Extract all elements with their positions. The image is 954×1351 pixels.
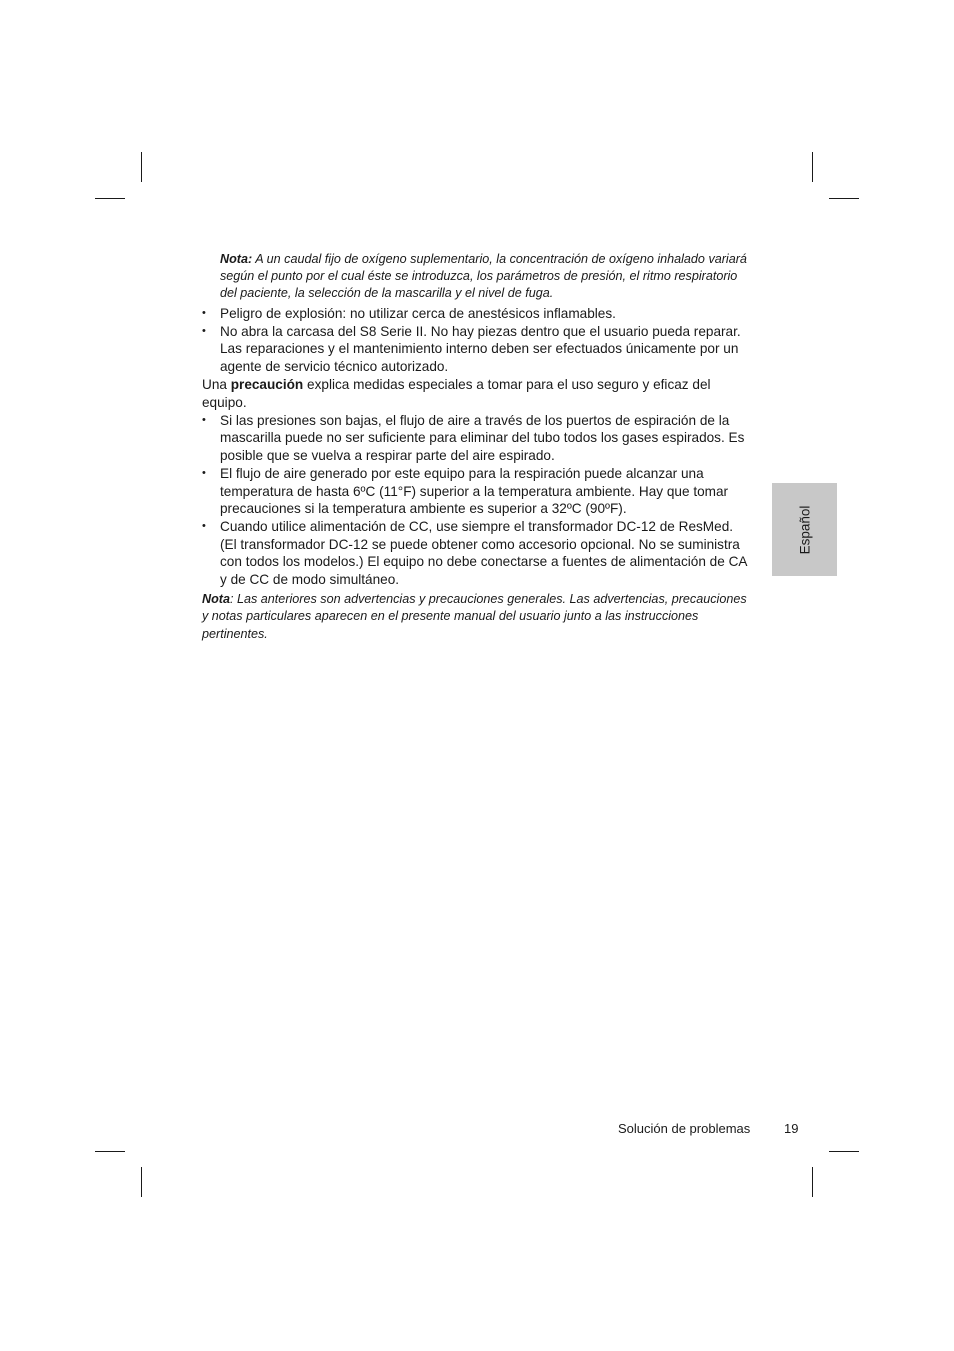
caution-term: precaución xyxy=(230,377,304,393)
footer-section-title: Solución de problemas xyxy=(618,1121,751,1136)
oxygen-note xyxy=(202,251,752,303)
general-note xyxy=(202,591,752,643)
list-item: • Peligro de explosión: no utilizar cerca de anestésicos inflamables. xyxy=(202,305,752,322)
note-text: A un caudal fijo de oxígeno suplementario, la concentración de oxígeno inhalado variará según el punto por el cual éste se introduzca, los parámetros de presión, el ritmo respiratorio del paciente, la selección de la mascarilla y el nivel de fuga. xyxy=(220,252,747,301)
list-item: • Cuando utilice alimentación de CC, use siempre el transformador DC-12 de ResMed. (El transformador DC-12 se puede obtener como accesorio opcional. No se suministra con todos los modelos.) El equipo no debe conectarse a fuentes de alimentación de CA y de CC de modo simultáneo. xyxy=(202,518,752,588)
note-label: Nota: xyxy=(220,252,253,266)
note-text: : Las anteriores son advertencias y precauciones generales. Las advertencias, precauciones y notas particulares aparecen en el presente manual del usuario junto a las instrucciones pertinentes. xyxy=(202,592,747,641)
crop-mark xyxy=(95,1151,125,1152)
crop-mark xyxy=(829,198,859,199)
crop-mark xyxy=(812,1167,813,1197)
page-number: 19 xyxy=(784,1121,799,1136)
list-item: • El flujo de aire generado por este equipo para la respiración puede alcanzar una temperatura de hasta 6ºC (11°F) superior a la temperatura ambiente. Hay que tomar precauciones si la temperatura ambiente es superior a 32ºC (90ºF). xyxy=(202,465,752,517)
cautions-list xyxy=(202,412,752,588)
caution-prefix: Una xyxy=(202,377,231,393)
crop-mark xyxy=(95,198,125,199)
caution-suffix: explica medidas especiales a tomar para el uso seguro y eficaz del equipo. xyxy=(202,377,711,410)
language-tab xyxy=(772,483,837,576)
crop-mark xyxy=(812,152,813,182)
language-tab-label: Español xyxy=(797,505,812,554)
caution-intro xyxy=(202,376,752,411)
warnings-list xyxy=(202,305,752,376)
crop-mark xyxy=(829,1151,859,1152)
list-item: • No abra la carcasa del S8 Serie II. No hay piezas dentro que el usuario pueda reparar. Las reparaciones y el mantenimiento interno deben ser efectuados únicamente por un agente de servicio técnico autorizado. xyxy=(202,323,752,375)
document-body xyxy=(202,251,752,643)
note-label: Nota xyxy=(202,592,230,607)
crop-mark xyxy=(141,152,142,182)
list-item: • Si las presiones son bajas, el flujo de aire a través de los puertos de espiración de la mascarilla puede no ser suficiente para eliminar del tubo todos los gases espirados. Es posible que se vuelva a respirar parte del aire espirado. xyxy=(202,412,752,464)
crop-mark xyxy=(141,1167,142,1197)
